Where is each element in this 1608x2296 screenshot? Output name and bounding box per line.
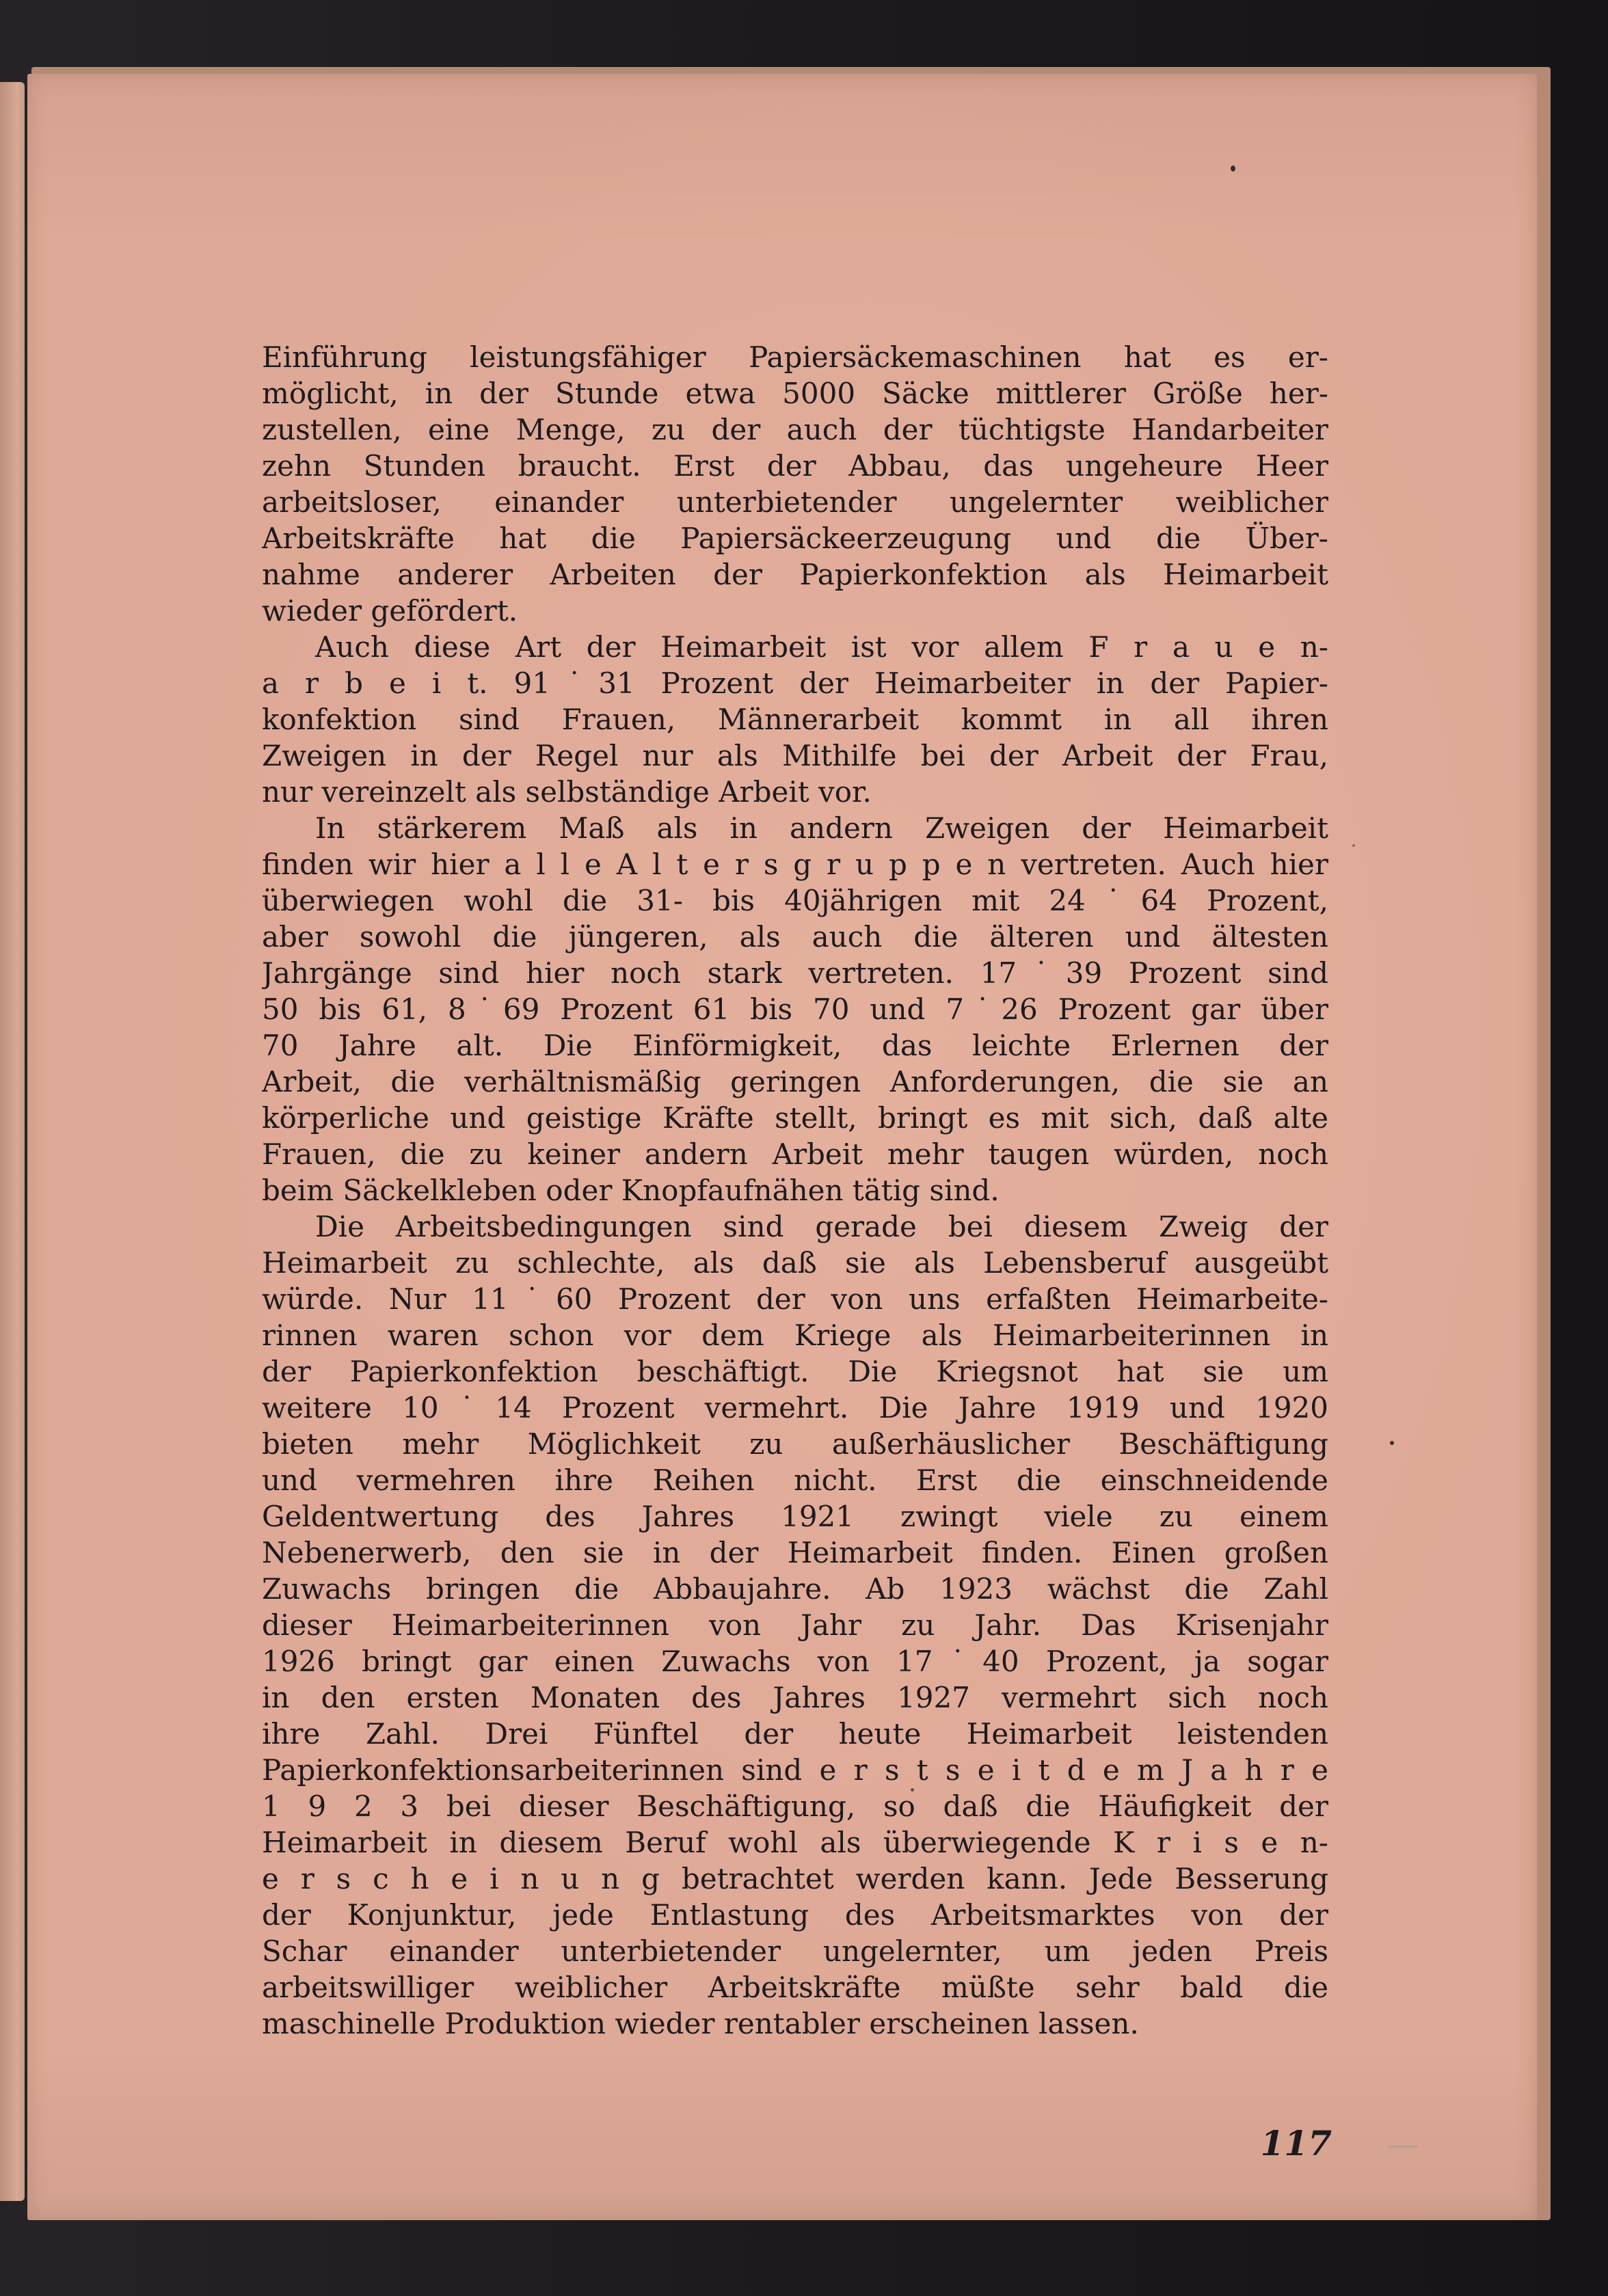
paper-speck [1390, 1441, 1394, 1445]
text-line: Zweigen in der Regel nur als Mithilfe bei der Arbeit der Frau, [262, 739, 1328, 772]
text-line: dieser Heimarbeiterinnen von Jahr zu Jahr. Das Krisenjahr [262, 1608, 1328, 1642]
text-line: der Papierkonfektion beschäftigt. Die Kriegsnot hat sie um [262, 1355, 1328, 1388]
text-line: 1 9 2 3 bei dieser Beschäftigung, so daß die Häufigkeit der [262, 1789, 1328, 1823]
text-line: maschinelle Produktion wieder rentabler erscheinen lassen. [262, 2007, 1139, 2040]
text-line: Nebenerwerb, den sie in der Heimarbeit finden. Einen großen [262, 1536, 1328, 1569]
margin-dash-mark [1388, 2145, 1418, 2148]
text-line: e r s c h e i n u n g betrachtet werden kann. Jede Besserung [262, 1862, 1328, 1895]
text-line: rinnen waren schon vor dem Kriege als Heimarbeiterinnen in [262, 1319, 1328, 1352]
text-line: Auch diese Art der Heimarbeit ist vor allem F r a u e n- [315, 630, 1328, 664]
text-line: a r b e i t. 91˙31 Prozent der Heimarbeiter in der Papier- [262, 666, 1328, 700]
page-number: 117 [1260, 2123, 1332, 2163]
text-line: 1926 bringt gar einen Zuwachs von 17˙40 Prozent, ja sogar [262, 1645, 1328, 1678]
text-line: körperliche und geistige Kräfte stellt, bringt es mit sich, daß alte [262, 1101, 1328, 1135]
text-line: der Konjunktur, jede Entlastung des Arbeitsmarktes von der [262, 1898, 1328, 1932]
text-line: möglicht, in der Stunde etwa 5000 Säcke mittlerer Größe her- [262, 377, 1328, 410]
text-line: wieder gefördert. [262, 594, 518, 627]
text-line: konfektion sind Frauen, Männerarbeit kommt in all ihren [262, 703, 1328, 736]
text-line: Jahrgänge sind hier noch stark vertreten. 17˙39 Prozent sind [262, 956, 1328, 990]
text-line: nahme anderer Arbeiten der Papierkonfektion als Heimarbeit [262, 558, 1328, 591]
text-line: finden wir hier a l l e A l t e r s g r u p p e n vertreten. Auch hier [262, 848, 1328, 881]
text-line: 70 Jahre alt. Die Einförmigkeit, das leichte Erlernen der [262, 1029, 1328, 1062]
text-line: würde. Nur 11˙60 Prozent der von uns erfaßten Heimarbeite- [262, 1282, 1328, 1316]
text-line: zustellen, eine Menge, zu der auch der tüchtigste Handarbeiter [262, 413, 1328, 446]
text-line: Einführung leistungsfähiger Papiersäckemaschinen hat es er- [262, 340, 1328, 374]
text-line: Heimarbeit in diesem Beruf wohl als überwiegende K r i s e n- [262, 1826, 1328, 1859]
text-line: arbeitsloser, einander unterbietender ungelernter weiblicher [262, 485, 1328, 519]
text-line: Zuwachs bringen die Abbaujahre. Ab 1923 wächst die Zahl [262, 1572, 1328, 1606]
text-line: Heimarbeit zu schlechte, als daß sie als Lebensberuf ausgeübt [262, 1246, 1328, 1280]
text-line: in den ersten Monaten des Jahres 1927 vermehrt sich noch [262, 1681, 1328, 1714]
text-line: Die Arbeitsbedingungen sind gerade bei diesem Zweig der [315, 1210, 1328, 1243]
text-line: und vermehren ihre Reihen nicht. Erst die einschneidende [262, 1463, 1328, 1497]
text-line: überwiegen wohl die 31- bis 40jährigen mit 24˙64 Prozent, [262, 884, 1328, 917]
paper-speck [1231, 165, 1235, 172]
text-line: Schar einander unterbietender ungelernter, um jeden Preis [262, 1934, 1328, 1968]
text-line: weitere 10˙14 Prozent vermehrt. Die Jahre 1919 und 1920 [262, 1391, 1328, 1424]
text-line: bieten mehr Möglichkeit zu außerhäuslicher Beschäftigung [262, 1427, 1328, 1461]
text-line: 50 bis 61, 8˙69 Prozent 61 bis 70 und 7˙26 Prozent gar über [262, 992, 1328, 1026]
text-line: beim Säckelkleben oder Knopfaufnähen tätig sind. [262, 1174, 1000, 1207]
text-line: Arbeit, die verhältnismäßig geringen Anforderungen, die sie an [262, 1065, 1328, 1098]
text-line: Frauen, die zu keiner andern Arbeit mehr taugen würden, noch [262, 1137, 1328, 1171]
text-line: In stärkerem Maß als in andern Zweigen der Heimarbeit [315, 811, 1328, 845]
text-line: Arbeitskräfte hat die Papiersäckeerzeugung und die Über- [262, 522, 1328, 555]
text-line: aber sowohl die jüngeren, als auch die älteren und ältesten [262, 920, 1328, 954]
text-line: Papierkonfektionsarbeiterinnen sind e r s t s e i t d e m J a h r e [262, 1753, 1328, 1787]
text-line: Geldentwertung des Jahres 1921 zwingt viele zu einem [262, 1500, 1328, 1533]
text-line: arbeitswilliger weiblicher Arbeitskräfte müßte sehr bald die [262, 1971, 1328, 2004]
book-page [27, 74, 1537, 2220]
text-line: ihre Zahl. Drei Fünftel der heute Heimarbeit leistenden [262, 1717, 1328, 1751]
text-line: zehn Stunden braucht. Erst der Abbau, das ungeheure Heer [262, 449, 1328, 483]
paper-speck [1352, 844, 1355, 847]
text-line: nur vereinzelt als selbständige Arbeit vor. [262, 775, 872, 809]
body-text [262, 339, 1328, 2042]
facing-page-edge [0, 82, 25, 2201]
